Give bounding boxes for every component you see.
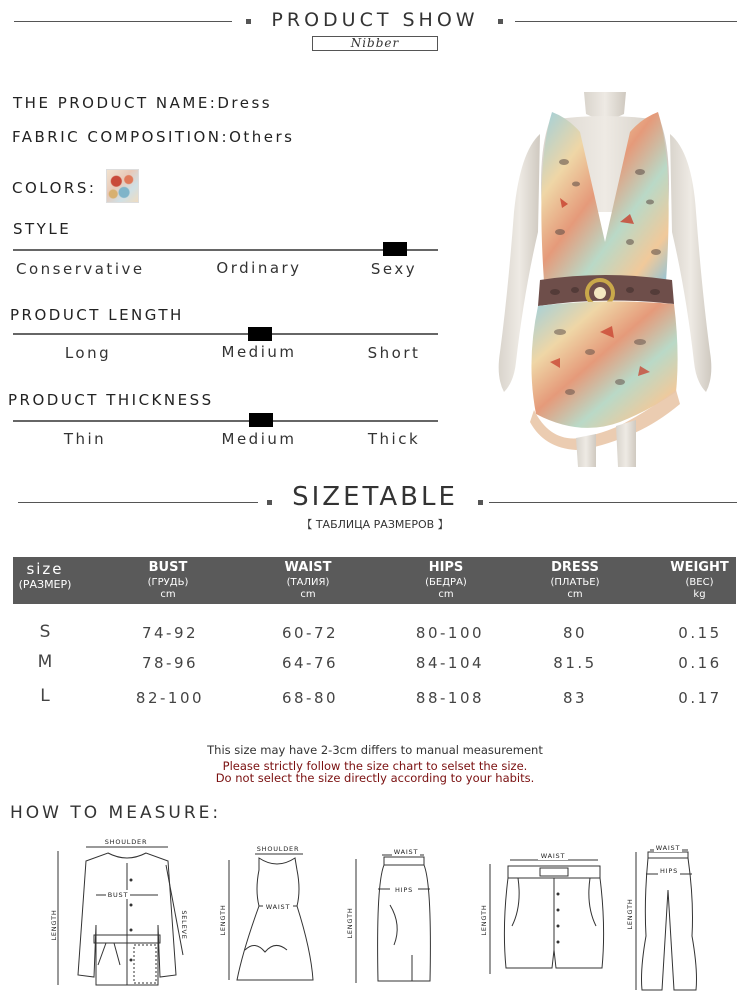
header-waist-label: WAIST: [284, 560, 332, 575]
cell-hips: 84-104: [415, 654, 485, 672]
thickness-title: PRODUCT THICKNESS: [8, 391, 214, 409]
size-warning-2: Do not select the size directly according to your habits.: [215, 771, 535, 785]
sizetable-rule-right: [489, 502, 737, 503]
sizetable-title: SIZETABLE: [292, 482, 458, 512]
length-label: LENGTH: [626, 898, 634, 930]
sizetable-dot-right: [478, 500, 483, 505]
length-option-long: Long: [64, 344, 112, 362]
page-title: PRODUCT SHOW: [271, 9, 479, 31]
mannequin-dress-image: [480, 92, 730, 467]
color-swatch[interactable]: [106, 169, 139, 203]
thickness-option-thick: Thick: [367, 430, 421, 448]
header-hips-ru: (БЕДРА): [425, 577, 467, 588]
cell-weight: 0.17: [678, 689, 722, 707]
style-scale: [13, 249, 438, 251]
shoulder-label: SHOULDER: [256, 845, 300, 853]
header-weight-ru: (ВЕС): [685, 577, 714, 588]
waist-label: WAIST: [265, 903, 291, 911]
bust-label: BUST: [107, 891, 129, 899]
header-waist-unit: cm: [300, 589, 316, 600]
length-scale: [13, 333, 438, 335]
header-dress-unit: cm: [567, 589, 583, 600]
header-size: [13, 557, 77, 604]
header-waist: [273, 557, 343, 604]
length-label: LENGTH: [480, 904, 488, 936]
sleeve-label: SELEVE: [180, 910, 188, 940]
header-hips: [411, 557, 481, 604]
how-to-measure-title: HOW TO MEASURE:: [10, 803, 222, 823]
cell-waist: 64-76: [281, 654, 339, 672]
cell-weight: 0.16: [678, 654, 722, 672]
length-label: LENGTH: [219, 904, 227, 936]
header-size-label: size: [26, 560, 64, 578]
sizetable-subtitle: 【 ТАБЛИЦА РАЗМЕРОВ 】: [301, 518, 449, 531]
header-weight-label: WEIGHT: [670, 560, 729, 575]
hips-label: HIPS: [659, 867, 679, 875]
hips-label: HIPS: [394, 886, 414, 894]
waist-label: WAIST: [393, 848, 419, 856]
header-bust-unit: cm: [160, 589, 176, 600]
waist-label: WAIST: [655, 844, 681, 852]
style-marker: [383, 242, 407, 256]
cell-waist: 60-72: [281, 624, 339, 642]
product-photo[interactable]: [480, 92, 730, 467]
style-option-ordinary: Ordinary: [216, 259, 302, 277]
header-dress-ru: (ПЛАТЬЕ): [550, 577, 600, 588]
cell-hips: 80-100: [415, 624, 485, 642]
skirt-measure-diagram: [342, 845, 442, 990]
trousers-measure-diagram: [622, 840, 722, 995]
size-table-header: [13, 557, 736, 604]
cell-size: L: [40, 686, 50, 706]
measurement-note: This size may have 2-3cm differs to manual measurement: [207, 743, 543, 757]
cell-bust: 74-92: [141, 624, 199, 642]
length-option-medium: Medium: [221, 343, 297, 361]
header-dress-label: DRESS: [551, 560, 599, 575]
header-hips-unit: cm: [438, 589, 454, 600]
cell-size: M: [37, 652, 53, 672]
cell-dress: 83: [562, 689, 588, 707]
cell-size: S: [39, 622, 51, 642]
header-waist-ru: (ТАЛИЯ): [286, 577, 330, 588]
header-size-ru: (РАЗМЕР): [18, 578, 72, 591]
thickness-marker: [249, 413, 273, 427]
header-rule-right: [515, 21, 737, 22]
cell-bust: 78-96: [141, 654, 199, 672]
jacket-measure-diagram: [48, 835, 198, 995]
cell-dress: 80: [562, 624, 588, 642]
header-bust-ru: (ГРУДЬ): [147, 577, 189, 588]
header-bust: [133, 557, 203, 604]
header-bust-label: BUST: [148, 560, 188, 575]
thickness-scale: [13, 420, 438, 422]
cell-weight: 0.15: [678, 624, 722, 642]
header-hips-label: HIPS: [428, 560, 464, 575]
length-option-short: Short: [367, 344, 421, 362]
style-option-conservative: Conservative: [16, 260, 145, 278]
shoulder-label: SHOULDER: [104, 838, 148, 846]
cell-hips: 88-108: [415, 689, 485, 707]
style-title: STYLE: [13, 220, 72, 238]
thickness-option-medium: Medium: [221, 430, 297, 448]
header-dress: [535, 557, 615, 604]
style-option-sexy: Sexy: [370, 260, 418, 278]
length-marker: [248, 327, 272, 341]
header-weight-unit: kg: [693, 589, 706, 600]
cell-dress: 81.5: [553, 654, 597, 672]
shorts-measure-diagram: [478, 846, 608, 976]
waist-label: WAIST: [540, 852, 566, 860]
dress-measure-diagram: [215, 840, 315, 990]
fabric-composition: FABRIC COMPOSITION:Others: [12, 128, 295, 146]
thickness-option-thin: Thin: [63, 430, 107, 448]
length-title: PRODUCT LENGTH: [10, 306, 184, 324]
length-label: LENGTH: [50, 909, 58, 941]
header-weight: [663, 557, 736, 604]
brand-label: Nibber: [312, 36, 438, 51]
header-dot-right: [498, 19, 503, 24]
size-warning-1: Please strictly follow the size chart to selset the size.: [222, 759, 528, 773]
product-name: THE PRODUCT NAME:Dress: [13, 94, 273, 112]
length-label: LENGTH: [346, 907, 354, 939]
cell-waist: 68-80: [281, 689, 339, 707]
cell-bust: 82-100: [135, 689, 205, 707]
colors-label: COLORS:: [12, 179, 97, 197]
